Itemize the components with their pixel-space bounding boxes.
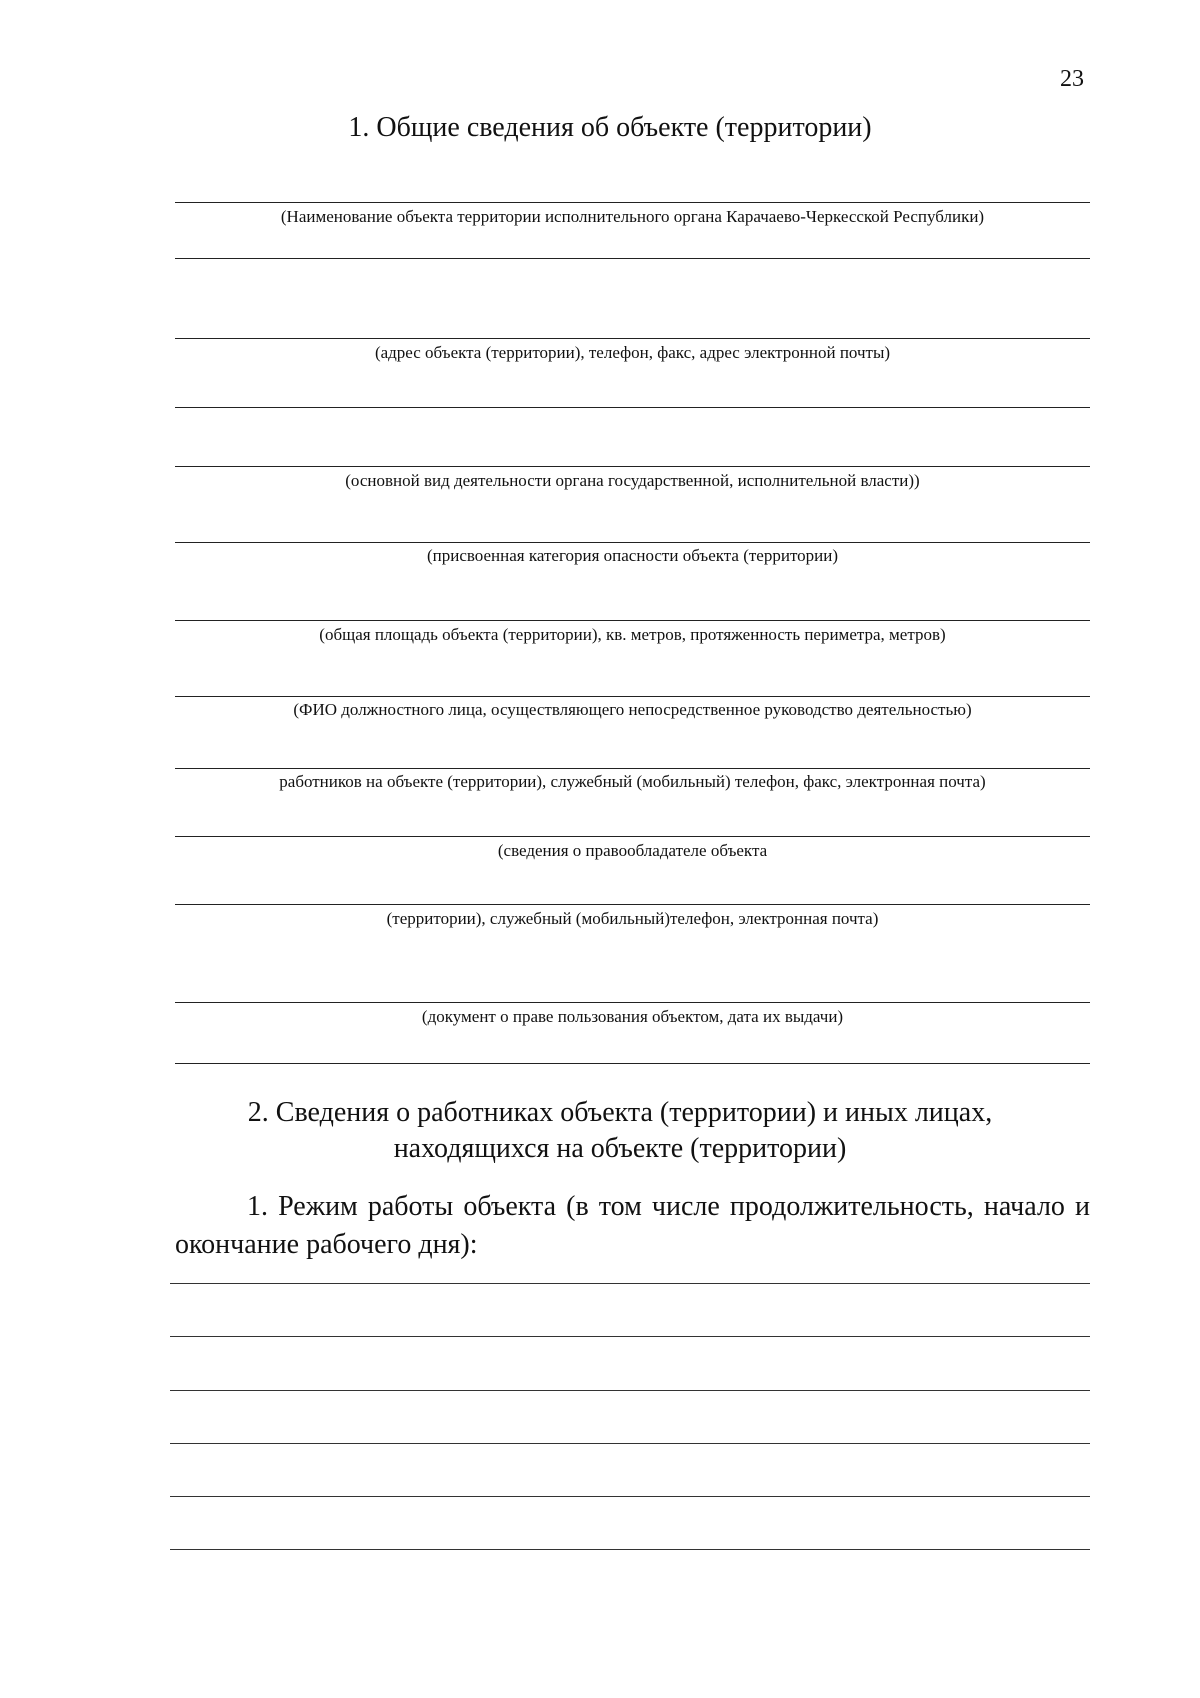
- page-number: 23: [1060, 66, 1084, 92]
- section-2-title: [20, 1095, 1200, 1167]
- form-line: [175, 466, 1090, 467]
- caption-official-name: (ФИО должностного лица, осуществляющего непосредственное руководство деятельностью): [293, 700, 972, 719]
- answer-line: [170, 1336, 1090, 1337]
- form-line: [175, 1063, 1090, 1064]
- caption-object-name: (Наименование объекта территории исполнительного органа Карачаево-Черкесской Республики): [280, 207, 985, 226]
- form-line: [175, 338, 1090, 339]
- form-line: [175, 542, 1090, 543]
- caption-main-activity: (основной вид деятельности органа государственной, исполнительной власти)): [345, 471, 920, 490]
- answer-line: [170, 1496, 1090, 1497]
- form-line: [175, 620, 1090, 621]
- answer-line: [170, 1283, 1090, 1284]
- form-line: [175, 696, 1090, 697]
- form-line: [175, 202, 1090, 203]
- form-line: [175, 836, 1090, 837]
- caption-hazard-category: (присвоенная категория опасности объекта (территории): [426, 546, 839, 565]
- section-2-title-line2: находящихся на объекте (территории): [393, 1133, 847, 1164]
- section-2-title-line1: 2. Сведения о работниках объекта (территории) и иных лицах,: [247, 1097, 993, 1128]
- work-schedule-item: [175, 1188, 1090, 1264]
- caption-workers-contacts: работников на объекте (территории), служебный (мобильный) телефон, факс, электронная почта): [279, 772, 986, 791]
- caption-rightholder-contacts: (территории), служебный (мобильный)телефон, электронная почта): [386, 909, 879, 928]
- caption-address: (адрес объекта (территории), телефон, факс, адрес электронной почты): [374, 343, 891, 362]
- form-line: [175, 258, 1090, 259]
- form-line: [175, 904, 1090, 905]
- work-schedule-line2: окончание рабочего дня):: [175, 1229, 478, 1260]
- form-line: [175, 1002, 1090, 1003]
- form-line: [175, 407, 1090, 408]
- caption-total-area: (общая площадь объекта (территории), кв. метров, протяженность периметра, метров): [319, 625, 946, 644]
- section-1-title: 1. Общие сведения об объекте (территории): [348, 112, 872, 143]
- work-schedule-line1: 1. Режим работы объекта (в том числе продолжительность, начало и: [247, 1191, 1090, 1222]
- caption-usage-document: (документ о праве пользования объектом, дата их выдачи): [421, 1007, 844, 1026]
- answer-line: [170, 1390, 1090, 1391]
- answer-line: [170, 1443, 1090, 1444]
- answer-line: [170, 1549, 1090, 1550]
- form-line: [175, 768, 1090, 769]
- caption-rightholder: (сведения о правообладателе объекта: [497, 841, 768, 860]
